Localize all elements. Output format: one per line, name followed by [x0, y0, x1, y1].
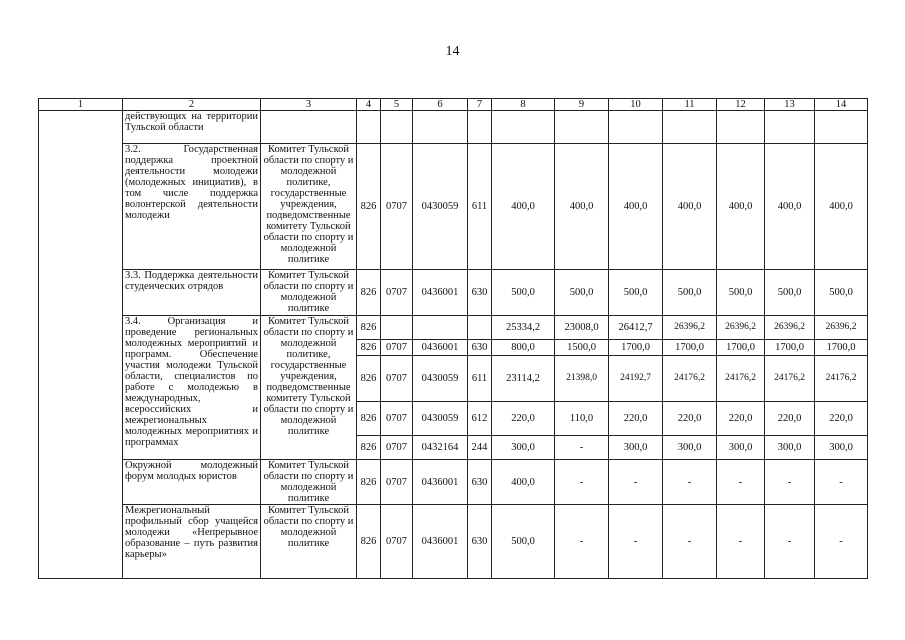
value-cell: [663, 111, 717, 144]
value-cell: 244: [468, 436, 492, 460]
value-cell: 826: [357, 436, 381, 460]
value-cell: 630: [468, 505, 492, 579]
value-cell: 26396,2: [717, 316, 765, 340]
value-cell: [413, 111, 468, 144]
value-cell: [609, 111, 663, 144]
activity-name-cell: действующих на территории Тульской области: [123, 111, 261, 144]
table-row: [39, 144, 868, 270]
value-cell: 0707: [381, 505, 413, 579]
value-cell: -: [663, 505, 717, 579]
value-cell: -: [555, 505, 609, 579]
value-cell: 400,0: [492, 460, 555, 505]
value-cell: 611: [468, 356, 492, 402]
value-cell: 0436001: [413, 340, 468, 356]
row-number-cell: [39, 111, 123, 579]
header-cell: 2: [123, 99, 261, 111]
value-cell: 400,0: [609, 144, 663, 270]
page-number: 14: [445, 44, 460, 59]
value-cell: 1500,0: [555, 340, 609, 356]
value-cell: [492, 111, 555, 144]
value-cell: 220,0: [492, 402, 555, 436]
value-cell: 0436001: [413, 505, 468, 579]
value-cell: 630: [468, 340, 492, 356]
header-cell: 6: [413, 99, 468, 111]
value-cell: [765, 111, 815, 144]
value-cell: 0707: [381, 270, 413, 316]
value-cell: 110,0: [555, 402, 609, 436]
value-cell: 220,0: [609, 402, 663, 436]
table-row: [39, 505, 868, 579]
header-cell: 7: [468, 99, 492, 111]
value-cell: 826: [357, 402, 381, 436]
value-cell: 400,0: [555, 144, 609, 270]
value-cell: [717, 111, 765, 144]
value-cell: -: [815, 460, 868, 505]
value-cell: 630: [468, 460, 492, 505]
table-row: [39, 316, 868, 340]
value-cell: 220,0: [765, 402, 815, 436]
value-cell: 0707: [381, 144, 413, 270]
value-cell: 826: [357, 144, 381, 270]
value-cell: -: [609, 460, 663, 505]
activity-name-cell: Межрегиональный профильный сбор учащейся молодежи «Непрерывное образование – путь развития карьеры»: [123, 505, 261, 579]
value-cell: 300,0: [765, 436, 815, 460]
activity-name-cell: Окружной молодежный форум молодых юристов: [123, 460, 261, 505]
value-cell: 0432164: [413, 436, 468, 460]
executor-cell: Комитет Тульской области по спорту и молодежной политике, государственные учреждения, подведомственные комитету Тульской области по спорту и молодежной политике: [261, 316, 357, 460]
header-cell: 4: [357, 99, 381, 111]
value-cell: -: [609, 505, 663, 579]
value-cell: 24176,2: [815, 356, 868, 402]
value-cell: 826: [357, 505, 381, 579]
value-cell: 26412,7: [609, 316, 663, 340]
value-cell: 0707: [381, 340, 413, 356]
value-cell: 0430059: [413, 144, 468, 270]
header-cell: 3: [261, 99, 357, 111]
value-cell: 500,0: [492, 270, 555, 316]
value-cell: 400,0: [815, 144, 868, 270]
value-cell: 1700,0: [815, 340, 868, 356]
value-cell: [468, 111, 492, 144]
value-cell: -: [717, 460, 765, 505]
value-cell: 500,0: [815, 270, 868, 316]
value-cell: 300,0: [492, 436, 555, 460]
header-row: [39, 99, 868, 111]
value-cell: 612: [468, 402, 492, 436]
value-cell: 500,0: [663, 270, 717, 316]
value-cell: 0430059: [413, 402, 468, 436]
value-cell: 24176,2: [765, 356, 815, 402]
value-cell: 300,0: [663, 436, 717, 460]
value-cell: 0436001: [413, 270, 468, 316]
value-cell: 826: [357, 270, 381, 316]
value-cell: 400,0: [663, 144, 717, 270]
header-cell: 1: [39, 99, 123, 111]
value-cell: -: [717, 505, 765, 579]
header-cell: 5: [381, 99, 413, 111]
value-cell: 26396,2: [663, 316, 717, 340]
value-cell: 0436001: [413, 460, 468, 505]
header-cell: 12: [717, 99, 765, 111]
value-cell: [381, 111, 413, 144]
value-cell: 500,0: [492, 505, 555, 579]
value-cell: 24176,2: [717, 356, 765, 402]
executor-cell: Комитет Тульской области по спорту и молодежной политике, государственные учреждения, подведомственные комитету Тульской области по спорту и молодежной политике: [261, 144, 357, 270]
value-cell: 611: [468, 144, 492, 270]
value-cell: 0707: [381, 436, 413, 460]
executor-cell: Комитет Тульской области по спорту и молодежной политике: [261, 505, 357, 579]
value-cell: -: [765, 505, 815, 579]
value-cell: 826: [357, 316, 381, 340]
table-row: [39, 270, 868, 316]
value-cell: 26396,2: [815, 316, 868, 340]
value-cell: -: [663, 460, 717, 505]
value-cell: 800,0: [492, 340, 555, 356]
value-cell: 400,0: [765, 144, 815, 270]
header-cell: 11: [663, 99, 717, 111]
activity-name-cell: 3.3. Поддержка деятельности студенческих отрядов: [123, 270, 261, 316]
value-cell: 220,0: [815, 402, 868, 436]
value-cell: 0430059: [413, 356, 468, 402]
executor-cell: [261, 111, 357, 144]
budget-table: [38, 98, 868, 579]
value-cell: 300,0: [717, 436, 765, 460]
activity-name-cell: 3.2. Государственная поддержка проектной деятельности молодежи (молодежных инициатив), в том числе поддержка волонтерской деятельности молодежи: [123, 144, 261, 270]
value-cell: 500,0: [555, 270, 609, 316]
executor-cell: Комитет Тульской области по спорту и молодежной политике: [261, 460, 357, 505]
value-cell: -: [555, 436, 609, 460]
value-cell: 0707: [381, 460, 413, 505]
value-cell: 500,0: [609, 270, 663, 316]
value-cell: [468, 316, 492, 340]
value-cell: 1700,0: [717, 340, 765, 356]
value-cell: 300,0: [609, 436, 663, 460]
value-cell: 26396,2: [765, 316, 815, 340]
value-cell: 500,0: [717, 270, 765, 316]
value-cell: 1700,0: [765, 340, 815, 356]
value-cell: 826: [357, 356, 381, 402]
value-cell: 826: [357, 340, 381, 356]
value-cell: 300,0: [815, 436, 868, 460]
value-cell: 0707: [381, 402, 413, 436]
value-cell: -: [815, 505, 868, 579]
value-cell: 220,0: [663, 402, 717, 436]
activity-name-cell: 3.4. Организация и проведение региональных молодежных мероприятий и программ. Обеспечение участия молодежи Тульской области, специалистов по работе с молодежью в международных, всероссийских и межрегиональных молодежных мероприятиях и программах: [123, 316, 261, 460]
table-row: [39, 111, 868, 144]
value-cell: -: [765, 460, 815, 505]
value-cell: [815, 111, 868, 144]
value-cell: 24192,7: [609, 356, 663, 402]
value-cell: 826: [357, 460, 381, 505]
value-cell: 630: [468, 270, 492, 316]
value-cell: [357, 111, 381, 144]
header-cell: 14: [815, 99, 868, 111]
value-cell: [381, 316, 413, 340]
value-cell: 24176,2: [663, 356, 717, 402]
table-row: [39, 460, 868, 505]
value-cell: 21398,0: [555, 356, 609, 402]
value-cell: [413, 316, 468, 340]
value-cell: 220,0: [717, 402, 765, 436]
value-cell: [555, 111, 609, 144]
value-cell: 500,0: [765, 270, 815, 316]
header-cell: 8: [492, 99, 555, 111]
executor-cell: Комитет Тульской области по спорту и молодежной политике: [261, 270, 357, 316]
value-cell: 400,0: [717, 144, 765, 270]
header-cell: 10: [609, 99, 663, 111]
value-cell: 1700,0: [609, 340, 663, 356]
value-cell: 25334,2: [492, 316, 555, 340]
header-cell: 13: [765, 99, 815, 111]
value-cell: 23114,2: [492, 356, 555, 402]
value-cell: 400,0: [492, 144, 555, 270]
value-cell: 1700,0: [663, 340, 717, 356]
header-cell: 9: [555, 99, 609, 111]
value-cell: 23008,0: [555, 316, 609, 340]
value-cell: -: [555, 460, 609, 505]
value-cell: 0707: [381, 356, 413, 402]
